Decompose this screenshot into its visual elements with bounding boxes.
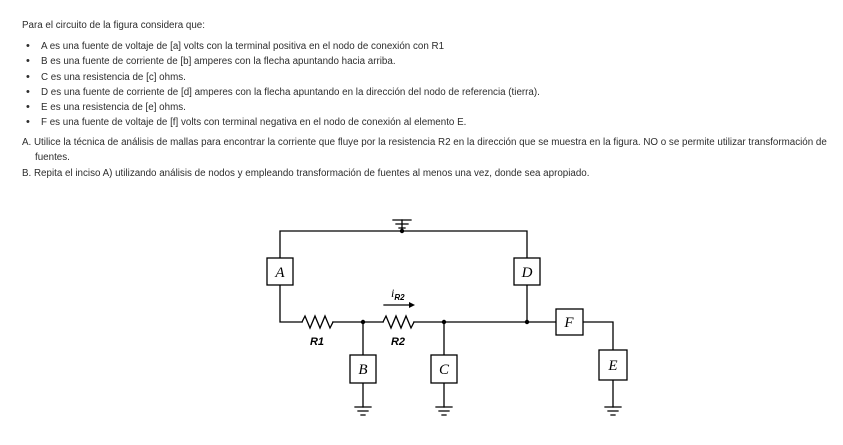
label-d: D [521,265,533,281]
ground-c-icon [436,407,452,415]
current-label-sub: R2 [394,293,405,302]
label-b: B [358,362,368,378]
condition-d: • D es una fuente de corriente de [d] amperes con la flecha apuntando en la dirección del nodo de referencia (tierra). [22,85,834,100]
node-c [442,320,446,324]
ground-b-icon [355,407,371,415]
condition-f: • F es una fuente de voltaje de [f] volts con terminal negativa en el nodo de conexión al elemento E. [22,115,834,130]
current-label [391,286,405,302]
label-c: C [438,362,450,378]
node-b [361,320,365,324]
r2-label: R2 [390,336,406,348]
intro-text: Para el circuito de la figura considera que: [22,20,205,31]
node-d [525,320,529,324]
r1-label: R1 [309,336,325,348]
ground-e-icon [605,407,621,415]
r2-resistor-zigzag [383,316,414,328]
label-e: E [608,358,618,374]
label-f: F [564,315,574,331]
condition-c: • C es una resistencia de [c] ohms. [22,70,834,85]
condition-a: • A es una fuente de voltaje de [a] volts con la terminal positiva en el nodo de conexión con R1 [22,39,834,54]
label-a: A [275,265,285,281]
current-label-main: i [391,286,395,300]
condition-e: • E es una resistencia de [e] ohms. [22,100,834,115]
part-b: B. Repita el inciso A) utilizando análisis de nodos y empleando transformación de fuentes al menos una vez, donde sea apropiado. [22,167,590,179]
condition-b: • B es una fuente de corriente de [b] amperes con la flecha apuntando hacia arriba. [22,54,834,69]
r1-resistor-zigzag [302,316,333,328]
top-wire [280,231,527,258]
part-a: A. Utilice la técnica de análisis de mallas para encontrar la corriente que fluye por la resistencia R2 en la dirección que se muestra en la figura. NO o se permite utilizar transformación de fuentes. [22,136,827,163]
